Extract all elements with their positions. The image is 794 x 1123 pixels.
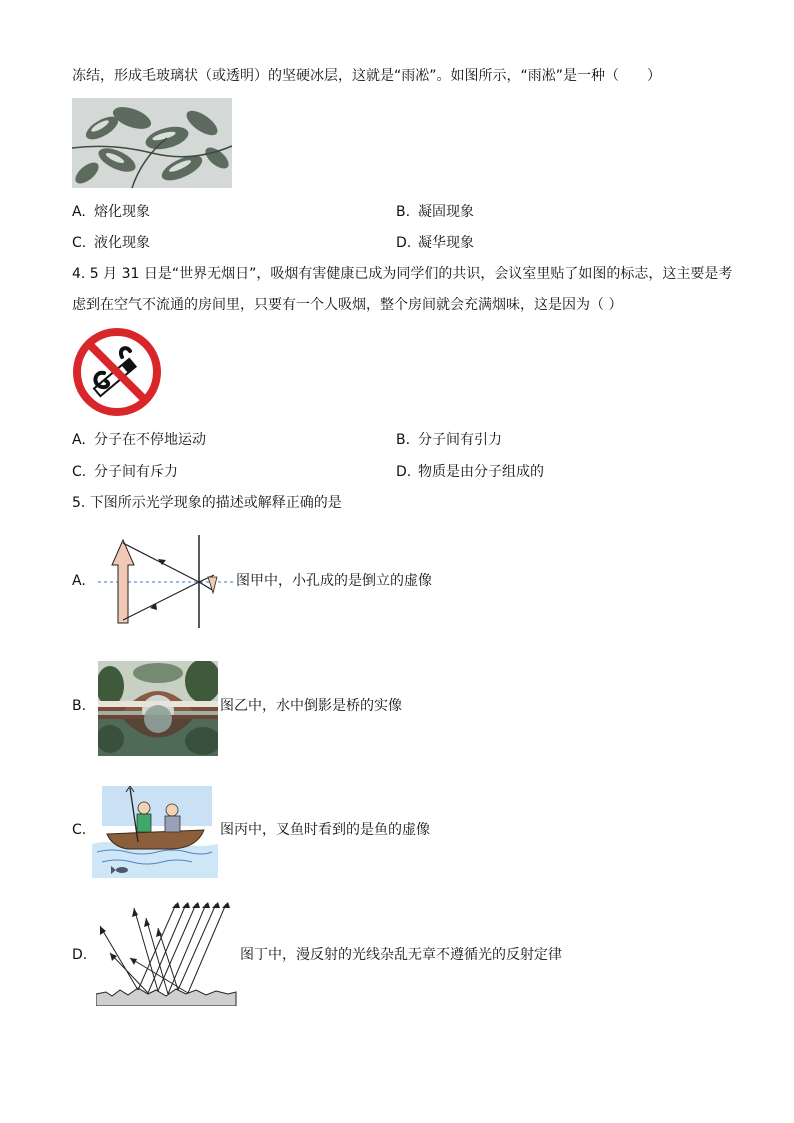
q5-option-c-key[interactable]: C. (72, 822, 87, 838)
q5-option-b-key[interactable]: B. (72, 698, 87, 714)
spear-fishing-illustration (92, 786, 218, 878)
rime-ice-photo (72, 98, 232, 188)
q3-stem: 冻结，形成毛玻璃状（或透明）的坚硬冰层，这就是“雨凇”。如图所示，“雨凇”是一种（ ） (72, 68, 662, 84)
bridge-reflection-photo (98, 661, 218, 756)
q3-option-c[interactable]: C. 液化现象 (72, 235, 150, 251)
q3-option-b[interactable]: B. 凝固现象 (396, 204, 474, 220)
q3-option-d[interactable]: D. 凝华现象 (396, 235, 474, 251)
q5-option-d-key[interactable]: D. (72, 947, 88, 963)
q5-option-c-text[interactable]: 图丙中，叉鱼时看到的是鱼的虚像 (220, 822, 430, 838)
q4-option-b[interactable]: B. 分子间有引力 (396, 432, 502, 448)
q4-option-a[interactable]: A. 分子在不停地运动 (72, 432, 206, 448)
diffuse-reflection-diagram (96, 898, 238, 1006)
no-smoking-sign-icon (72, 327, 162, 417)
q4-option-c[interactable]: C. 分子间有斥力 (72, 464, 178, 480)
q5-stem: 5. 下图所示光学现象的描述或解释正确的是 (72, 495, 342, 511)
q5-option-a-text[interactable]: 图甲中，小孔成的是倒立的虚像 (236, 573, 432, 589)
q4-option-d[interactable]: D. 物质是由分子组成的 (396, 464, 544, 480)
q5-option-a-key[interactable]: A. (72, 573, 86, 589)
pinhole-diagram (96, 535, 236, 630)
q3-option-a[interactable]: A. 熔化现象 (72, 204, 150, 220)
q5-option-d-text[interactable]: 图丁中，漫反射的光线杂乱无章不遵循光的反射定律 (240, 947, 562, 963)
q4-stem-line1: 4. 5 月 31 日是“世界无烟日”，吸烟有害健康已成为同学们的共识，会议室里贴了如图的标志，这主要是考 (72, 266, 733, 282)
q4-stem-line2: 虑到在空气不流通的房间里，只要有一个人吸烟，整个房间就会充满烟味，这是因为（ ） (72, 297, 623, 313)
q5-option-b-text[interactable]: 图乙中，水中倒影是桥的实像 (220, 698, 402, 714)
